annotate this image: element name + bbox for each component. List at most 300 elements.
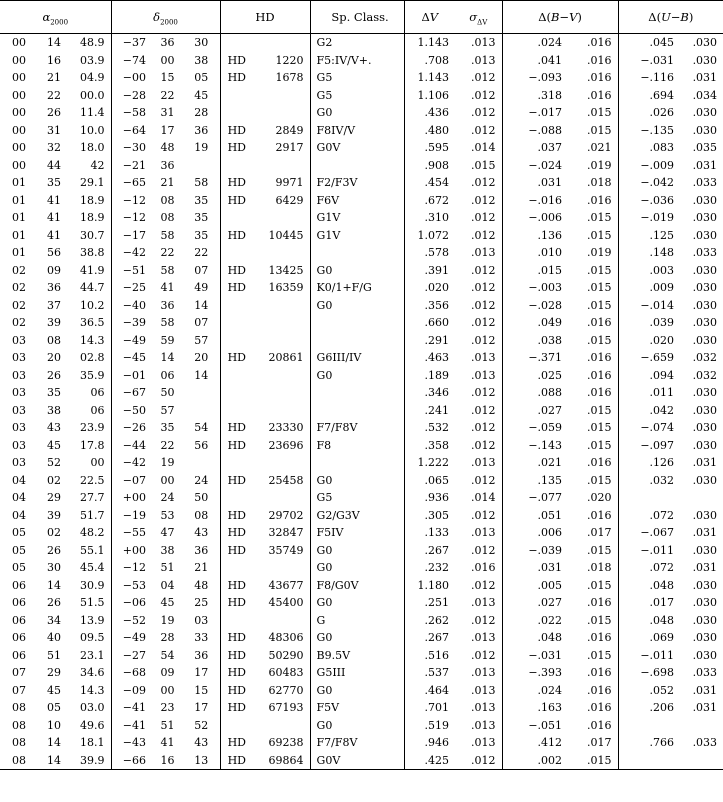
delta-bv-cell: −.077 xyxy=(528,491,563,504)
delta-v-cell: .020 xyxy=(424,281,450,294)
sigma-delta-ub-cell: .030 xyxy=(692,228,718,242)
hd-prefix-cell xyxy=(220,367,253,385)
sigma-delta-v-cell: .012 xyxy=(455,174,502,192)
ra-hours-cell: 00 xyxy=(12,71,26,84)
dec-degrees-cell: −50 xyxy=(122,403,146,417)
dec-degrees-cell: −41 xyxy=(122,718,146,732)
delta-ub-suffix: ) xyxy=(688,10,694,24)
delta-bv-cell: .024 xyxy=(537,683,563,697)
ra-seconds-cell: 42 xyxy=(70,157,111,175)
table-row xyxy=(0,122,723,140)
ra-hours-cell: 06 xyxy=(12,631,26,644)
hd-number-cell: 32847 xyxy=(253,524,310,542)
dec-arcmin-cell: 36 xyxy=(160,158,175,172)
ra-hours-cell: 03 xyxy=(12,333,26,347)
dec-arcmin-cell: 19 xyxy=(160,456,175,469)
hd-prefix-cell: HD xyxy=(227,176,246,189)
delta-v-cell: .578 xyxy=(424,246,450,259)
sigma-delta-bv-cell: .015 xyxy=(568,542,618,560)
ra-seconds-cell: 30.7 xyxy=(70,227,111,245)
table-row xyxy=(0,524,723,542)
sigma-delta-ub-cell: .030 xyxy=(692,281,718,294)
hd-number-cell: 20861 xyxy=(253,349,310,367)
hd-number-cell xyxy=(253,209,310,227)
ra-seconds-cell: 06 xyxy=(70,402,111,420)
table-row xyxy=(0,507,723,525)
sigma-delta-bv-cell: .015 xyxy=(568,104,618,122)
hd-prefix-cell xyxy=(220,332,253,350)
delta-ub-cell: .048 xyxy=(649,578,675,592)
delta-bv-cell: .088 xyxy=(537,386,563,399)
ra-hours-cell: 06 xyxy=(12,596,26,609)
dec-arcmin-cell: 14 xyxy=(160,351,175,364)
delta-bv-cell: −.059 xyxy=(528,421,563,434)
delta-v-cell: .241 xyxy=(424,403,450,417)
dec-degrees-cell: +00 xyxy=(122,491,146,504)
dec-arcmin-cell: 53 xyxy=(160,508,175,522)
hd-number-cell xyxy=(253,244,310,262)
delta-bv-cell: .051 xyxy=(537,508,563,522)
delta-bv-cell: −.016 xyxy=(528,193,563,207)
ra-hours-cell: 00 xyxy=(12,36,26,49)
ra-hours-cell: 03 xyxy=(12,456,26,469)
sigma-delta-bv-cell: .016 xyxy=(568,52,618,70)
dec-arcmin-cell: 28 xyxy=(160,631,175,644)
spectral-class-cell xyxy=(310,157,404,175)
hd-number-cell: 6429 xyxy=(253,192,310,210)
sigma-delta-ub-cell: .031 xyxy=(692,71,718,84)
table-row xyxy=(0,734,723,752)
bv-symbol: B−V xyxy=(550,10,578,24)
delta-ub-prefix: Δ( xyxy=(648,10,662,24)
hd-prefix-cell: HD xyxy=(227,578,246,592)
sigma-delta-v-cell: .012 xyxy=(455,612,502,630)
ra-hours-cell: 02 xyxy=(12,263,26,277)
dec-arcmin-cell: 45 xyxy=(160,596,175,609)
delta-bv-cell: −.006 xyxy=(528,211,563,224)
delta-bv-cell: .027 xyxy=(537,403,563,417)
hd-prefix-cell: HD xyxy=(227,228,246,242)
ra-hours-cell: 01 xyxy=(12,211,26,224)
delta-v-cell: .391 xyxy=(424,263,450,277)
spectral-class-cell: G5 xyxy=(310,87,404,105)
sigma-delta-bv-cell: .016 xyxy=(568,682,618,700)
spectral-class-cell: K0/1+F/G xyxy=(310,279,404,297)
sigma-delta-v-cell: .012 xyxy=(455,122,502,140)
ra-hours-cell: 07 xyxy=(12,666,26,679)
spectral-class-cell: G2 xyxy=(310,34,404,52)
delta-bv-cell: .318 xyxy=(537,88,563,102)
ra-seconds-cell: 49.6 xyxy=(70,717,111,735)
ra-seconds-cell: 11.4 xyxy=(70,104,111,122)
delta-ub-cell: −.019 xyxy=(640,211,675,224)
ra-minutes-cell: 30 xyxy=(47,561,61,574)
table-row xyxy=(0,192,723,210)
delta-bv-cell: −.143 xyxy=(528,438,563,452)
sigma-delta-ub-cell: .030 xyxy=(692,211,718,224)
sigma-delta-v-cell: .012 xyxy=(455,69,502,87)
delta-ub-cell: .048 xyxy=(649,613,675,627)
delta-bv-cell: .010 xyxy=(537,246,563,259)
ra-hours-cell: 00 xyxy=(12,141,26,154)
sigma-delta-ub-cell: .031 xyxy=(692,701,718,714)
table-row xyxy=(0,227,723,245)
sigma-delta-v-cell: .013 xyxy=(455,717,502,735)
sigma-delta-v-cell: .012 xyxy=(455,227,502,245)
delta-ub-cell: .032 xyxy=(649,473,675,487)
delta-ub-cell: .039 xyxy=(649,316,675,329)
hd-prefix-cell: HD xyxy=(227,351,246,364)
hd-prefix-cell xyxy=(220,209,253,227)
delta-v-cell: 1.106 xyxy=(417,88,450,102)
ra-hours-cell: 08 xyxy=(12,701,26,714)
delta-bv-cell: .024 xyxy=(537,36,563,49)
ra-minutes-cell: 16 xyxy=(47,53,61,67)
spectral-class-cell: G0V xyxy=(310,139,404,157)
delta-bv-cell: .027 xyxy=(537,596,563,609)
delta-ub-cell: .011 xyxy=(649,386,675,399)
dec-arcsec-cell: 35 xyxy=(183,227,220,245)
dec-degrees-cell: −74 xyxy=(122,53,146,67)
ra-minutes-cell: 09 xyxy=(47,263,61,277)
delta-bv-cell: .135 xyxy=(537,473,563,487)
ra-minutes-cell: 29 xyxy=(47,666,61,679)
delta-ub-cell: −.659 xyxy=(640,351,675,364)
delta-bv-prefix: Δ( xyxy=(538,10,551,24)
ra-minutes-cell: 44 xyxy=(47,158,61,172)
hd-prefix-cell: HD xyxy=(227,683,246,697)
hd-number-cell: 67193 xyxy=(253,699,310,717)
ra-hours-cell: 00 xyxy=(12,53,26,67)
delta-v-cell: .946 xyxy=(424,736,450,749)
ra-hours-cell: 07 xyxy=(12,683,26,697)
ra-minutes-cell: 26 xyxy=(47,543,61,557)
sigma-delta-ub-cell: .030 xyxy=(692,333,718,347)
delta-v-cell: .133 xyxy=(424,526,450,539)
hd-prefix-cell: HD xyxy=(227,473,246,487)
dec-arcmin-cell: 41 xyxy=(160,281,175,294)
spectral-class-cell: G0 xyxy=(310,559,404,577)
dec-degrees-cell: −45 xyxy=(122,351,146,364)
sigma-delta-ub-cell: .030 xyxy=(692,403,718,417)
hd-number-cell xyxy=(253,489,310,507)
table-row xyxy=(0,699,723,717)
sigma-delta-bv-cell: .016 xyxy=(568,507,618,525)
sigma-delta-bv-cell: .021 xyxy=(568,139,618,157)
ra-hours-cell: 08 xyxy=(0,752,38,770)
delta-v-cell: 1.143 xyxy=(417,36,450,49)
delta-symbol: Δ xyxy=(421,10,430,24)
ra-seconds-cell: 34.6 xyxy=(70,664,111,682)
dec-arcmin-cell: 22 xyxy=(160,88,175,102)
dec-arcmin-cell: 57 xyxy=(160,403,175,417)
hd-number-cell xyxy=(253,157,310,175)
sigma-delta-bv-cell: .015 xyxy=(568,577,618,595)
table-row xyxy=(0,472,723,490)
sigma-delta-ub-cell: .031 xyxy=(692,683,718,697)
spectral-class-cell: G0 xyxy=(310,682,404,700)
spectral-class-cell: G6III/IV xyxy=(310,349,404,367)
sigma-delta-ub-cell: .031 xyxy=(692,526,718,539)
sigma-delta-bv-cell: .016 xyxy=(568,594,618,612)
delta-v-cell: .660 xyxy=(424,316,450,329)
dec-arcsec-cell: 38 xyxy=(183,52,220,70)
ra-seconds-cell: 18.9 xyxy=(70,209,111,227)
delta-v-cell: .480 xyxy=(424,123,450,137)
dec-degrees-cell: −12 xyxy=(122,211,146,224)
delta-ub-cell: −.011 xyxy=(640,543,675,557)
sigma-delta-v-cell: .013 xyxy=(455,52,502,70)
sigma-delta-bv-cell: .015 xyxy=(568,752,618,770)
hd-prefix-cell xyxy=(220,157,253,175)
delta-bv-cell: .022 xyxy=(537,613,563,627)
dec-arcmin-cell: 24 xyxy=(160,491,175,504)
dec-arcsec-cell: 25 xyxy=(183,594,220,612)
ra-seconds-cell: 45.4 xyxy=(70,559,111,577)
dec-arcmin-cell: 54 xyxy=(160,648,175,662)
spectral-class-cell: F2/F3V xyxy=(310,174,404,192)
spectral-class-cell: G0 xyxy=(310,629,404,647)
hd-number-cell: 1220 xyxy=(253,52,310,70)
delta-v-cell: .519 xyxy=(424,718,450,732)
ra-minutes-cell: 22 xyxy=(47,88,61,102)
table-row xyxy=(0,559,723,577)
delta-bv-cell: −.028 xyxy=(528,298,563,312)
delta-v-cell: .463 xyxy=(424,351,450,364)
table-row xyxy=(0,542,723,560)
dec-degrees-cell: −28 xyxy=(122,88,146,102)
hd-number-cell: 2849 xyxy=(253,122,310,140)
table-row xyxy=(0,402,723,420)
ra-hours-cell: 02 xyxy=(12,298,26,312)
hd-prefix-cell xyxy=(220,104,253,122)
sigma-delta-bv-cell: .015 xyxy=(568,122,618,140)
table-row xyxy=(0,209,723,227)
delta-ub-cell: .694 xyxy=(649,88,675,102)
dec-arcmin-cell: 58 xyxy=(160,316,175,329)
ra-minutes-cell: 31 xyxy=(47,123,61,137)
delta-v-cell: .262 xyxy=(424,613,450,627)
sigma-delta-bv-cell: .016 xyxy=(568,454,618,472)
sigma-delta-v-cell: .013 xyxy=(455,367,502,385)
table-body xyxy=(0,34,723,770)
table-row xyxy=(0,384,723,402)
ra-minutes-cell: 10 xyxy=(47,718,61,732)
dec-arcmin-cell: 51 xyxy=(160,718,175,732)
sigma-delta-ub-cell: .030 xyxy=(692,473,718,487)
ra-seconds-cell: 03.0 xyxy=(70,699,111,717)
delta-v-cell: .708 xyxy=(424,53,450,67)
delta-v-cell: 1.180 xyxy=(417,578,450,592)
sigma-delta-v-cell: .013 xyxy=(455,34,502,52)
hd-prefix-cell xyxy=(220,402,253,420)
delta-bv-cell: .025 xyxy=(537,368,563,382)
hd-number-cell xyxy=(253,332,310,350)
delta-v-cell: .516 xyxy=(424,648,450,662)
dec-arcmin-cell: 04 xyxy=(160,578,175,592)
delta-bv-cell: .136 xyxy=(537,228,563,242)
delta-v-cell: .065 xyxy=(424,473,450,487)
dec-arcmin-cell: 41 xyxy=(160,736,175,749)
delta-bv-cell: .041 xyxy=(537,53,563,67)
dec-degrees-cell: −58 xyxy=(122,106,146,119)
delta-bv-cell: −.051 xyxy=(528,718,563,732)
dec-arcsec-cell: 54 xyxy=(183,419,220,437)
sigma-delta-v-cell: .013 xyxy=(455,682,502,700)
delta-ub-cell: −.135 xyxy=(640,123,675,137)
sigma-delta-ub-cell: .030 xyxy=(692,193,718,207)
hd-number-cell: 25458 xyxy=(253,472,310,490)
sigma-delta-v-cell: .012 xyxy=(455,577,502,595)
sigma-delta-ub-cell: .032 xyxy=(692,351,718,364)
ra-seconds-cell: 55.1 xyxy=(70,542,111,560)
ra-hours-cell: 06 xyxy=(12,613,26,627)
spectral-class-cell: F8/G0V xyxy=(310,577,404,595)
ra-seconds-cell: 41.9 xyxy=(70,262,111,280)
dec-degrees-cell: −09 xyxy=(122,683,146,697)
dec-degrees-cell: −43 xyxy=(122,736,146,749)
delta-ub-cell: .052 xyxy=(649,683,675,697)
ra-seconds-cell: 27.7 xyxy=(70,489,111,507)
dec-degrees-cell: −65 xyxy=(122,176,146,189)
ra-seconds-cell: 10.0 xyxy=(70,122,111,140)
delta-ub-cell: −.116 xyxy=(640,71,675,84)
delta-v-cell: .936 xyxy=(424,491,450,504)
dec-arcsec-cell: 36 xyxy=(183,122,220,140)
hd-number-cell: 13425 xyxy=(253,262,310,280)
ra-hours-cell: 06 xyxy=(12,578,26,592)
spectral-class-cell: F7/F8V xyxy=(310,734,404,752)
sigma-delta-bv-cell: .015 xyxy=(568,437,618,455)
spectral-class-cell: F7/F8V xyxy=(310,419,404,437)
hd-prefix-cell xyxy=(220,314,253,332)
hd-number-cell xyxy=(253,454,310,472)
sigma-delta-v-cell: .012 xyxy=(455,209,502,227)
hd-number-cell xyxy=(253,297,310,315)
dec-degrees-cell: −40 xyxy=(122,298,146,312)
dec-arcmin-cell: 06 xyxy=(160,368,175,382)
delta-v-cell: .436 xyxy=(424,106,450,119)
sigma-delta-v-cell: .013 xyxy=(455,454,502,472)
sigma-delta-bv-cell: .017 xyxy=(568,734,618,752)
sigma-delta-bv-cell: .016 xyxy=(568,349,618,367)
ra-minutes-cell: 45 xyxy=(47,683,61,697)
delta-v-cell: .358 xyxy=(424,438,450,452)
hd-prefix-cell xyxy=(220,87,253,105)
sigma-delta-ub-cell: .030 xyxy=(692,316,718,329)
hd-prefix-cell: HD xyxy=(227,648,246,662)
ra-hours-cell: 05 xyxy=(12,543,26,557)
sigma-delta-ub-cell xyxy=(680,752,723,770)
ra-seconds-cell: 00.0 xyxy=(70,87,111,105)
dec-degrees-cell: −52 xyxy=(122,613,146,627)
table-row xyxy=(0,612,723,630)
spectral-class-cell: G0 xyxy=(310,542,404,560)
header-row xyxy=(0,1,723,34)
dec-degrees-cell: −26 xyxy=(122,421,146,434)
hd-number-cell xyxy=(253,34,310,52)
hd-prefix-cell xyxy=(220,34,253,52)
ra-seconds-cell: 30.9 xyxy=(70,577,111,595)
sigma-delta-ub-cell: .030 xyxy=(692,106,718,119)
delta-ub-cell: −.042 xyxy=(640,176,675,189)
ra-seconds-cell: 00 xyxy=(70,454,111,472)
delta-ub-cell xyxy=(618,489,680,507)
dec-degrees-cell: −07 xyxy=(122,473,146,487)
ra-header xyxy=(0,1,111,34)
sigma-header xyxy=(455,1,502,34)
dec-degrees-cell: −12 xyxy=(122,193,146,207)
sigma-symbol: σ xyxy=(469,10,478,24)
sigma-delta-v-cell: .012 xyxy=(455,104,502,122)
ra-seconds-cell: 18.9 xyxy=(70,192,111,210)
sigma-delta-v-cell: .012 xyxy=(455,542,502,560)
hd-header: HD xyxy=(220,1,310,34)
hd-prefix-cell: HD xyxy=(227,123,246,137)
dec-arcmin-cell: 00 xyxy=(160,473,175,487)
spectral-class-cell: G5III xyxy=(310,664,404,682)
dec-arcsec-cell: 21 xyxy=(183,559,220,577)
spectral-class-cell: G0 xyxy=(310,594,404,612)
sigma-delta-bv-cell: .016 xyxy=(568,717,618,735)
delta-v-cell: .310 xyxy=(424,211,450,224)
delta-bv-cell: .002 xyxy=(502,752,568,770)
ra-hours-cell: 03 xyxy=(12,403,26,417)
ra-seconds-cell: 09.5 xyxy=(70,629,111,647)
delta-bv-cell: −.017 xyxy=(528,106,563,119)
ra-minutes-cell: 14 xyxy=(47,736,61,749)
dec-degrees-cell: −41 xyxy=(122,701,146,714)
dec-arcsec-cell: 30 xyxy=(183,34,220,52)
spectral-class-cell: F5:IV/V+. xyxy=(310,52,404,70)
spectral-class-cell: G0 xyxy=(310,297,404,315)
spectral-class-cell xyxy=(310,384,404,402)
table-row xyxy=(0,34,723,52)
delta-v-cell: .267 xyxy=(424,631,450,644)
ra-minutes-cell: 05 xyxy=(47,701,61,714)
hd-prefix-cell: HD xyxy=(220,752,253,770)
sigma-delta-bv-cell: .020 xyxy=(568,489,618,507)
spectral-class-cell: F6V xyxy=(310,192,404,210)
delta-bv-cell: .049 xyxy=(537,316,563,329)
ra-hours-cell: 02 xyxy=(12,281,26,294)
sigma-delta-bv-cell: .016 xyxy=(568,699,618,717)
delta-bv-cell: −.031 xyxy=(528,648,563,662)
table-row xyxy=(0,594,723,612)
delta-ub-cell: .017 xyxy=(649,596,675,609)
hd-number-cell: 23330 xyxy=(253,419,310,437)
delta-ub-cell: −.067 xyxy=(640,526,675,539)
spectral-class-cell: G1V xyxy=(310,227,404,245)
ra-hours-cell: 01 xyxy=(12,176,26,189)
table-row xyxy=(0,682,723,700)
hd-number-cell: 23696 xyxy=(253,437,310,455)
delta-bv-cell: .412 xyxy=(537,736,563,749)
delta-v-cell: .346 xyxy=(424,386,450,399)
delta-ub-cell: −.031 xyxy=(640,53,675,67)
delta-v-cell: .701 xyxy=(424,701,450,714)
sigma-delta-v-cell: .012 xyxy=(455,384,502,402)
dec-degrees-cell: −64 xyxy=(122,123,146,137)
spectral-class-cell xyxy=(310,314,404,332)
ra-hours-cell: 04 xyxy=(12,508,26,522)
delta-ub-cell: .148 xyxy=(649,246,675,259)
hd-prefix-cell: HD xyxy=(227,438,246,452)
sigma-delta-bv-cell: .015 xyxy=(568,612,618,630)
spclass-header: Sp. Class. xyxy=(310,1,404,34)
table-row xyxy=(0,87,723,105)
hd-prefix-cell xyxy=(220,297,253,315)
